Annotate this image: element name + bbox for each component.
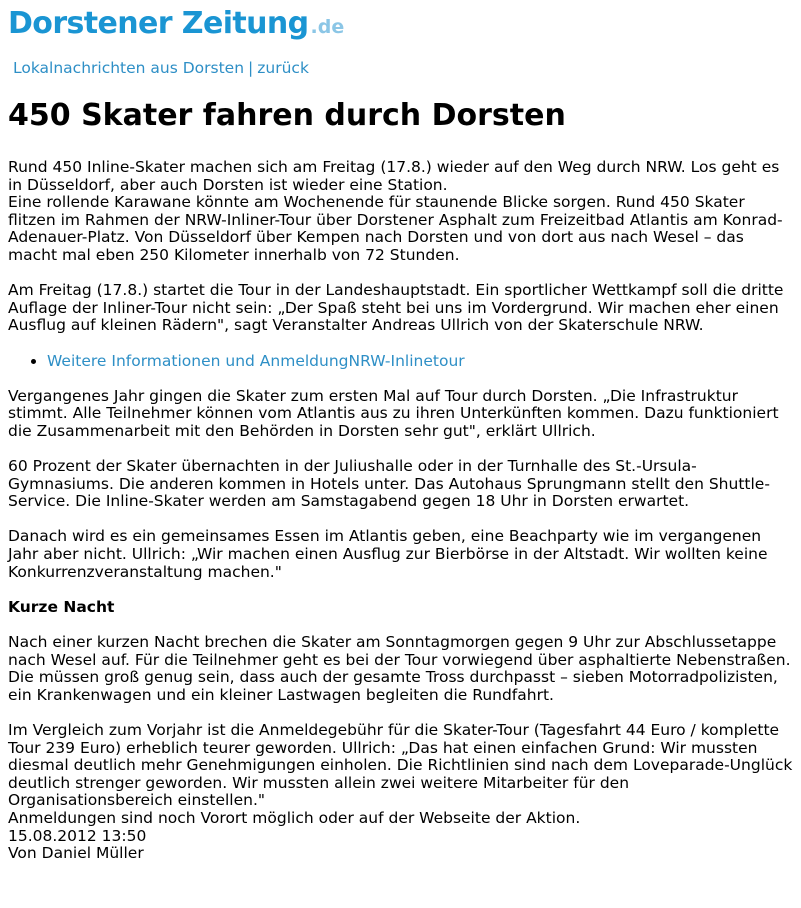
- article-subheading: Kurze Nacht: [8, 597, 115, 616]
- article-intro-line1: Rund 450 Inline-Skater machen sich am Freitag (17.8.) wieder auf den Weg durch NRW. Los geht es in Düsseldorf, aber auch Dorsten ist wieder eine Station.: [8, 158, 780, 194]
- logo-tld-text: .de: [310, 16, 345, 38]
- article-title: 450 Skater fahren durch Dorsten: [8, 98, 566, 133]
- article-paragraph-3: Vergangenes Jahr gingen die Skater zum ersten Mal auf Tour durch Dorsten. „Die Infrastruktur stimmt. Alle Teilnehmer können vom Atlantis aus zu ihren Unterkünften kommen. Dazu funktioniert die Zusammenarbeit mit den Behörden in Dorsten sehr gut", erklärt Ullrich.: [8, 386, 779, 440]
- nav-separator: |: [248, 59, 254, 77]
- list-item: [47, 353, 796, 371]
- logo-main-text: Dorstener Zeitung: [8, 6, 309, 41]
- site-logo[interactable]: [8, 6, 344, 46]
- article-intro-line2: Eine rollende Karawane könnte am Wochenende für staunende Blicke sorgen. Rund 450 Skater flitzen im Rahmen der NRW-Inliner-Tour über Dorstener Asphalt zum Freizeitbad Atlantis am Konrad-Adenauer-Platz. Von Düsseldorf über Kempen nach Dorsten und von dort aus nach Wesel – das macht mal eben 250 Kilometer innerhalb von 72 Stunden.: [8, 193, 783, 264]
- article-paragraph-6: Nach einer kurzen Nacht brechen die Skater am Sonntagmorgen gegen 9 Uhr zur Abschlussetappe nach Wesel auf. Für die Teilnehmer geht es bei der Tour vorwiegend über asphaltierte Nebenstraßen. Die müssen groß genug sein, dass auch der gesamte Tross durchpasst – sieben Motorradpolizisten, ein Krankenwagen und ein kleiner Lastwagen begleiten die Rundfahrt.: [8, 633, 791, 704]
- article-paragraph-4: 60 Prozent der Skater übernachten in der Juliushalle oder in der Turnhalle des St.-Ursula-Gymnasiums. Die anderen kommen in Hotels unter. Das Autohaus Sprungmann stellt den Shuttle-Service. Die Inline-Skater werden am Samstagabend gegen 18 Uhr in Dorsten erwartet.: [8, 457, 770, 511]
- nav-links: [13, 59, 309, 77]
- local-news-link[interactable]: Lokalnachrichten aus Dorsten: [13, 59, 245, 77]
- article-paragraph-5: Danach wird es ein gemeinsames Essen im Atlantis geben, eine Beachparty wie im vergangenen Jahr aber nicht. Ullrich: „Wir machen einen Ausflug zur Bierbörse in der Altstadt. Wir wollten keine Konkurrenzveranstaltung machen.": [8, 527, 768, 581]
- article-date: 15.08.2012 13:50: [8, 826, 147, 845]
- article-paragraph-8: Anmeldungen sind noch Vorort möglich oder auf der Webseite der Aktion.: [8, 808, 581, 827]
- article-paragraph-2: Am Freitag (17.8.) startet die Tour in der Landeshauptstadt. Ein sportlicher Wettkampf soll die dritte Auflage der Inliner-Tour nicht sein: „Der Spaß steht bei uns im Vordergrund. Wir machen eher einen Ausflug auf kleinen Rädern", sagt Veranstalter Andreas Ullrich von der Skaterschule NRW.: [8, 281, 784, 335]
- back-link[interactable]: zurück: [257, 59, 309, 77]
- info-link-list: [8, 353, 796, 371]
- article-author: Von Daniel Müller: [8, 844, 144, 863]
- info-registration-link[interactable]: Weitere Informationen und AnmeldungNRW-Inlinetour: [47, 351, 465, 370]
- article-paragraph-7: Im Vergleich zum Vorjahr ist die Anmeldegebühr für die Skater-Tour (Tagesfahrt 44 Euro / komplette Tour 239 Euro) erheblich teurer geworden. Ullrich: „Das hat einen einfachen Grund: Wir mussten diesmal deutlich mehr Genehmigungen einholen. Die Richtlinien sind nach dem Loveparade-Unglück deutlich strenger geworden. Wir mussten allein zwei weitere Mitarbeiter für den Organisationsbereich einstellen.": [8, 721, 793, 810]
- article-body: [8, 159, 796, 863]
